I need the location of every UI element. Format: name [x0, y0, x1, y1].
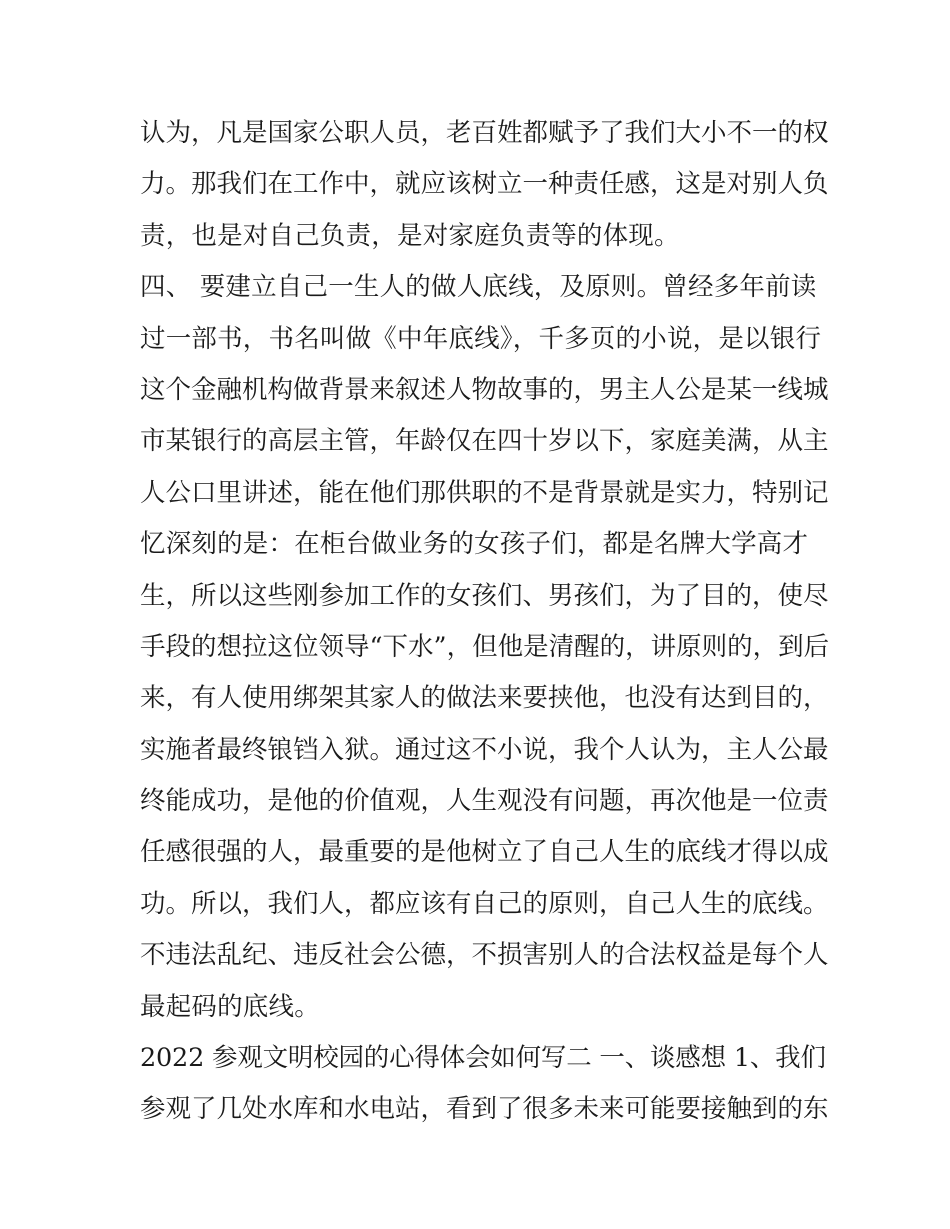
text-line: 终能成功，是他的价值观，人生观没有问题，再次他是一位责 [140, 786, 829, 817]
text-line: 任感很强的人，最重要的是他树立了自己人生的底线才得以成 [140, 837, 829, 868]
text-line: 功。所以，我们人，都应该有自己的原则，自己人生的底线。 [140, 888, 829, 919]
text-line: 生，所以这些刚参加工作的女孩们、男孩们，为了目的，使尽 [140, 580, 829, 611]
text-line: 这个金融机构做背景来叙述人物故事的，男主人公是某一线城 [140, 374, 829, 405]
text-line: 责，也是对自己负责，是对家庭负责等的体现。 [140, 220, 680, 251]
text-line: 来，有人使用绑架其家人的做法来要挟他，也没有达到目的， [140, 683, 829, 714]
text-line: 人公口里讲述，能在他们那供职的不是背景就是实力，特别记 [140, 477, 829, 508]
text-line: 过一部书，书名叫做《中年底线》，千多页的小说，是以银行 [140, 323, 822, 354]
text-line: 忆深刻的是：在柜台做业务的女孩子们，都是名牌大学高才 [140, 529, 809, 560]
text-line: 力。那我们在工作中，就应该树立一种责任感，这是对别人负 [140, 169, 829, 200]
text-line: 手段的想拉这位领导“下水”，但他是清醒的，讲原则的，到后 [140, 631, 830, 662]
text-line: 认为，凡是国家公职人员，老百姓都赋予了我们大小不一的权 [140, 118, 829, 148]
text-line: 实施者最终锒铛入狱。通过这不小说，我个人认为，主人公最 [140, 734, 829, 765]
text-line: 市某银行的高层主管，年龄仅在四十岁以下，家庭美满，从主 [140, 426, 829, 457]
text-line: 参观了几处水库和水电站，看到了很多未来可能要接触到的东 [140, 1094, 829, 1125]
body-text [140, 108, 830, 1136]
section-heading-line: 四、 要建立自己一生人的做人底线，及原则。曾经多年前读 [140, 272, 817, 303]
text-line: 不违法乱纪、违反社会公德，不损害别人的合法权益是每个人 [140, 940, 829, 971]
text-line: 2022 参观文明校园的心得体会如何写二 一、谈感想 1、我们 [140, 1043, 826, 1074]
text-line: 最起码的底线。 [140, 991, 320, 1022]
